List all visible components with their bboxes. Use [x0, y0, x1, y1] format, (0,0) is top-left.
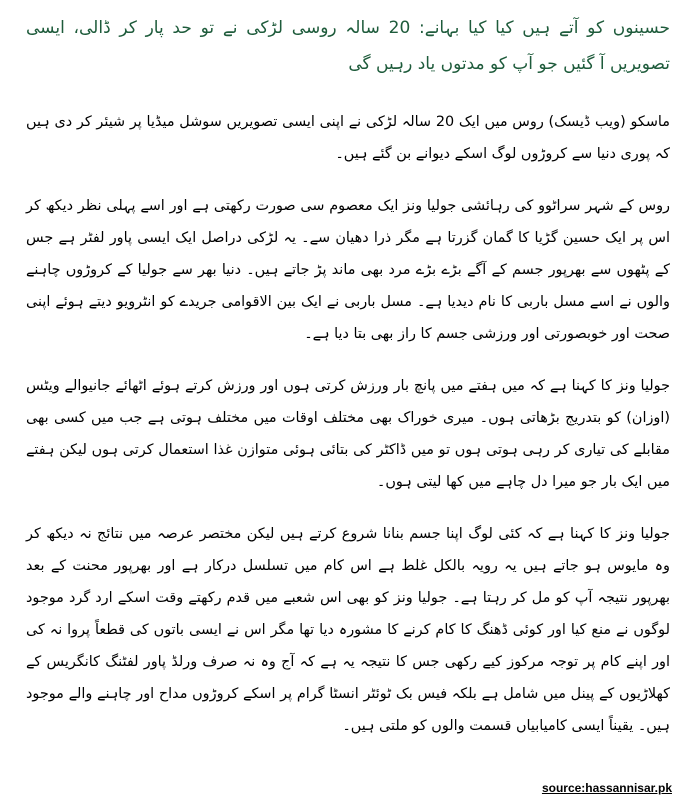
article-paragraph: جولیا ونز کا کہنا ہے کہ کئی لوگ اپنا جسم بنانا شروع کرتے ہیں لیکن مختصر عرصہ میں نتائج نہ دیکھ کر وہ مایوس ہو جاتے ہیں یہ رویہ بالکل غلط ہے اس کام میں تسلسل درکار ہے اور بھرپور محنت کے بعد بھرپور نتیجہ آپ کو مل کر رہتا ہے۔ جولیا ونز کو بھی اس شعبے میں قدم رکھتے وقت اسکے ارد گرد موجود لوگوں نے منع کیا اور کوئی ڈھنگ کا کام کرنے کا مشورہ دیا تھا مگر اس نے ایسی باتوں کی قطعاً پروا نہ کی اور اپنے کام پر توجہ مرکوز کیے رکھی جس کا نتیجہ یہ ہے کہ آج وہ نہ صرف ورلڈ پاور لفٹنگ کانگریس کے کھلاڑیوں کے پینل میں شامل ہے بلکہ فیس بک ٹوئٹر انسٹا گرام پر اسکے کروڑوں مداح اور چاہنے والے موجود ہیں۔ یقیناً ایسی کامیابیاں قسمت والوں کو ملتی ہیں۔ [26, 526, 670, 734]
article-title: حسینوں کو آتے ہیں کیا کیا بہانے: 20 سالہ روسی لڑکی نے تو حد پار کر ڈالی، ایسی تصویریں آ گئیں جو آپ کو مدتوں یاد رہیں گی [26, 18, 670, 74]
article-paragraph: جولیا ونز کا کہنا ہے کہ میں ہفتے میں پانچ بار ورزش کرتی ہوں اور ورزش کرتے ہوئے اٹھائے جانیوالے ویٹس (اوزان) کو بتدریج بڑھاتی ہوں۔ میری خوراک بھی مختلف اوقات میں مختلف ہوتی ہے جب میں کسی بھی مقابلے کی تیاری کر رہی ہوتی ہوں تو میں ڈاکٹر کی بتائی ہوئی متوازن غذا استعمال کرتی ہوں لیکن ہفتے میں ایک بار جو میرا دل چاہے میں کھا لیتی ہوں۔ [26, 378, 670, 490]
article-body [26, 10, 670, 762]
source-credit: source:hassannisar.pk [541, 781, 672, 795]
article-paragraph: ماسکو (ویب ڈیسک) روس میں ایک 20 سالہ لڑکی نے اپنی ایسی تصویریں سوشل میڈیا پر شیئر کر دی ہیں کہ پوری دنیا سے کروڑوں لوگ اسکے دیوانے بن گئے ہیں۔ [26, 114, 670, 162]
article-paragraph: روس کے شہر سراٹوو کی رہائشی جولیا ونز ایک معصوم سی صورت رکھتی ہے اور اسے پہلی نظر دیکھ کر اس پر ایک حسین گڑیا کا گمان گزرتا ہے مگر ذرا دھیان سے۔ یہ لڑکی دراصل ایک ایسی پاور لفٹر ہے جس کے پٹھوں سے بھرپور جسم کے آگے بڑے بڑے مرد بھی ماند پڑ جاتے ہیں۔ دنیا بھر سے جولیا کے کروڑوں چاہنے والوں نے اسے مسل باربی کا نام دیدیا ہے۔ مسل باربی نے ایک بین الاقوامی جریدے کو انٹرویو دیتے ہوئے اپنی صحت اور خوبصورتی اور ورزشی جسم کا راز بھی بتا دیا ہے۔ [26, 198, 670, 342]
